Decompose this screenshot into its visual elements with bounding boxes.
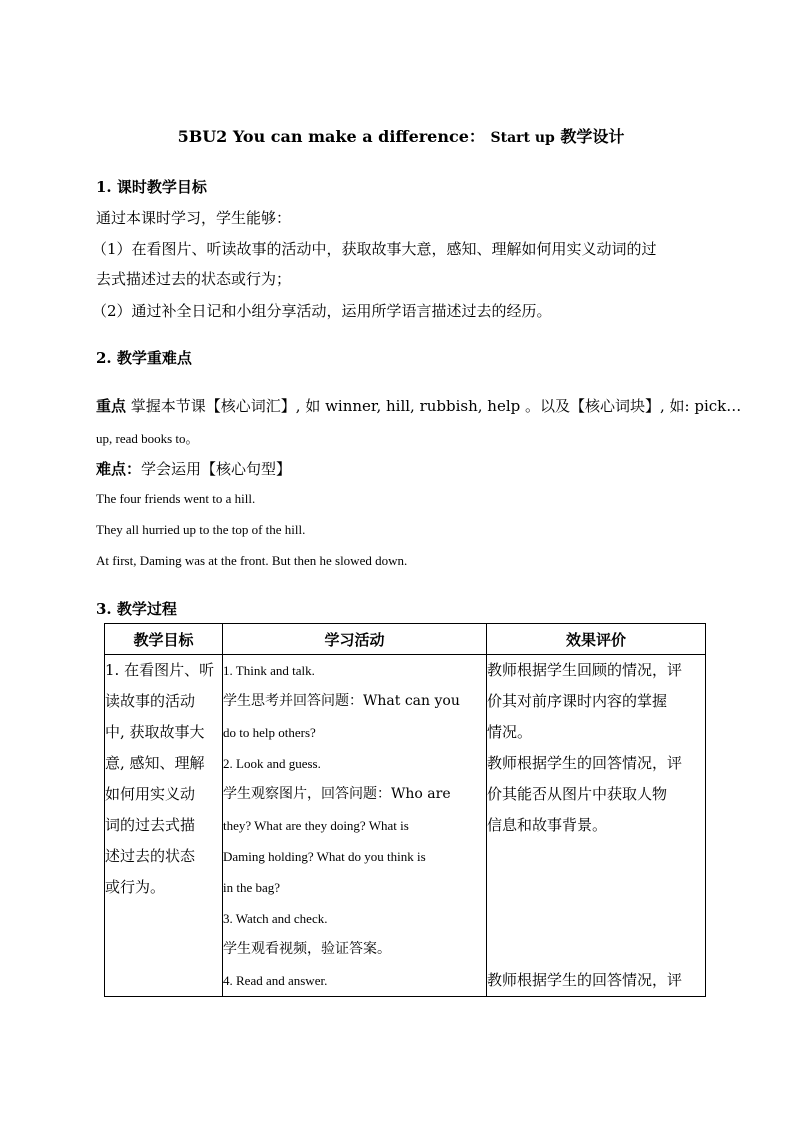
goal-line: 中, 获取故事大 [105, 723, 205, 741]
evaluation-line: 教师根据学生的回答情况，评 [487, 754, 683, 772]
activity-line: 2. Look and guess. [223, 756, 321, 771]
activity-line: 学生思考并回答问题：What can you [223, 693, 460, 709]
goal-2: （2）通过补全日记和小组分享活动，运用所学语言描述过去的经历。 [92, 302, 552, 320]
evaluation-spacer [487, 841, 705, 965]
activity-line: 1. Think and talk. [223, 663, 315, 678]
evaluation-line: 情况。 [487, 723, 533, 741]
goal-1-line-1: （1）在看图片、听读故事的活动中，获取故事大意，感知、理解如何用实义动词的过 [92, 240, 657, 258]
header-learning-activity: 学习活动 [223, 624, 487, 655]
goal-cell [105, 655, 223, 997]
header-evaluation: 效果评价 [487, 624, 706, 655]
goal-line: 或行为。 [105, 878, 166, 896]
evaluation-line: 价其对前序课时内容的掌握 [487, 692, 668, 710]
goal-line: 词的过去式描 [105, 816, 196, 834]
activity-line: 4. Read and answer. [223, 973, 328, 988]
goal-1-line-2: 去式描述过去的状态或行为； [96, 270, 292, 288]
table-row [105, 655, 706, 997]
core-sentence-2: They all hurried up to the top of the hill. [96, 522, 306, 537]
activity-line: 学生观察图片，回答问题：Who are [223, 786, 451, 802]
key-points-label: 重点 [96, 397, 127, 415]
title-suffix: 教学设计 [554, 127, 625, 146]
activity-line: Daming holding? What do you think is [223, 849, 426, 864]
section-1-intro: 通过本课时学习，学生能够： [96, 209, 292, 227]
goal-line: 意, 感知、理解 [105, 754, 205, 772]
teaching-process-table [104, 623, 706, 997]
evaluation-line: 教师根据学生回顾的情况，评 [487, 661, 683, 679]
evaluation-line: 教师根据学生的回答情况，评 [487, 971, 683, 989]
activity-line: 学生观看视频，验证答案。 [223, 941, 391, 957]
core-sentence-1: The four friends went to a hill. [96, 491, 256, 506]
key-points-line-1 [96, 395, 741, 416]
evaluation-line: 价其能否从图片中获取人物 [487, 785, 668, 803]
evaluation-cell [487, 655, 706, 997]
section-2-heading: 2. 教学重难点 [96, 349, 192, 367]
activity-line: they? What are they doing? What is [223, 818, 409, 833]
key-points-text: 掌握本节课【核心词汇】, 如 winner, hill, rubbish, help 。以及【核心词块】, 如: pick… [126, 397, 742, 415]
table-header-row [105, 624, 706, 655]
activity-line: 3. Watch and check. [223, 911, 328, 926]
header-teaching-goal: 教学目标 [105, 624, 223, 655]
difficult-points [96, 458, 291, 479]
core-sentence-3: At first, Daming was at the front. But then he slowed down. [96, 553, 408, 568]
evaluation-line: 信息和故事背景。 [487, 816, 608, 834]
activity-line: in the bag? [223, 880, 281, 895]
difficult-points-text: 学会运用【核心句型】 [141, 460, 292, 478]
difficult-points-label: 难点： [96, 460, 142, 478]
goal-line: 如何用实义动 [105, 785, 196, 803]
section-1-heading: 1. 课时教学目标 [96, 178, 207, 196]
title-startup: Start up [490, 130, 555, 146]
goal-line: 述过去的状态 [105, 847, 196, 865]
goal-line: 读故事的活动 [105, 692, 196, 710]
title-main: 5BU2 You can make a difference： [177, 127, 485, 146]
key-points-line-2: up, read books to。 [96, 431, 199, 446]
goal-line: 1. 在看图片、听 [105, 661, 215, 679]
section-3-heading: 3. 教学过程 [96, 600, 177, 618]
activity-line: do to help others? [223, 725, 316, 740]
document-title [96, 124, 706, 147]
activity-cell [223, 655, 487, 997]
